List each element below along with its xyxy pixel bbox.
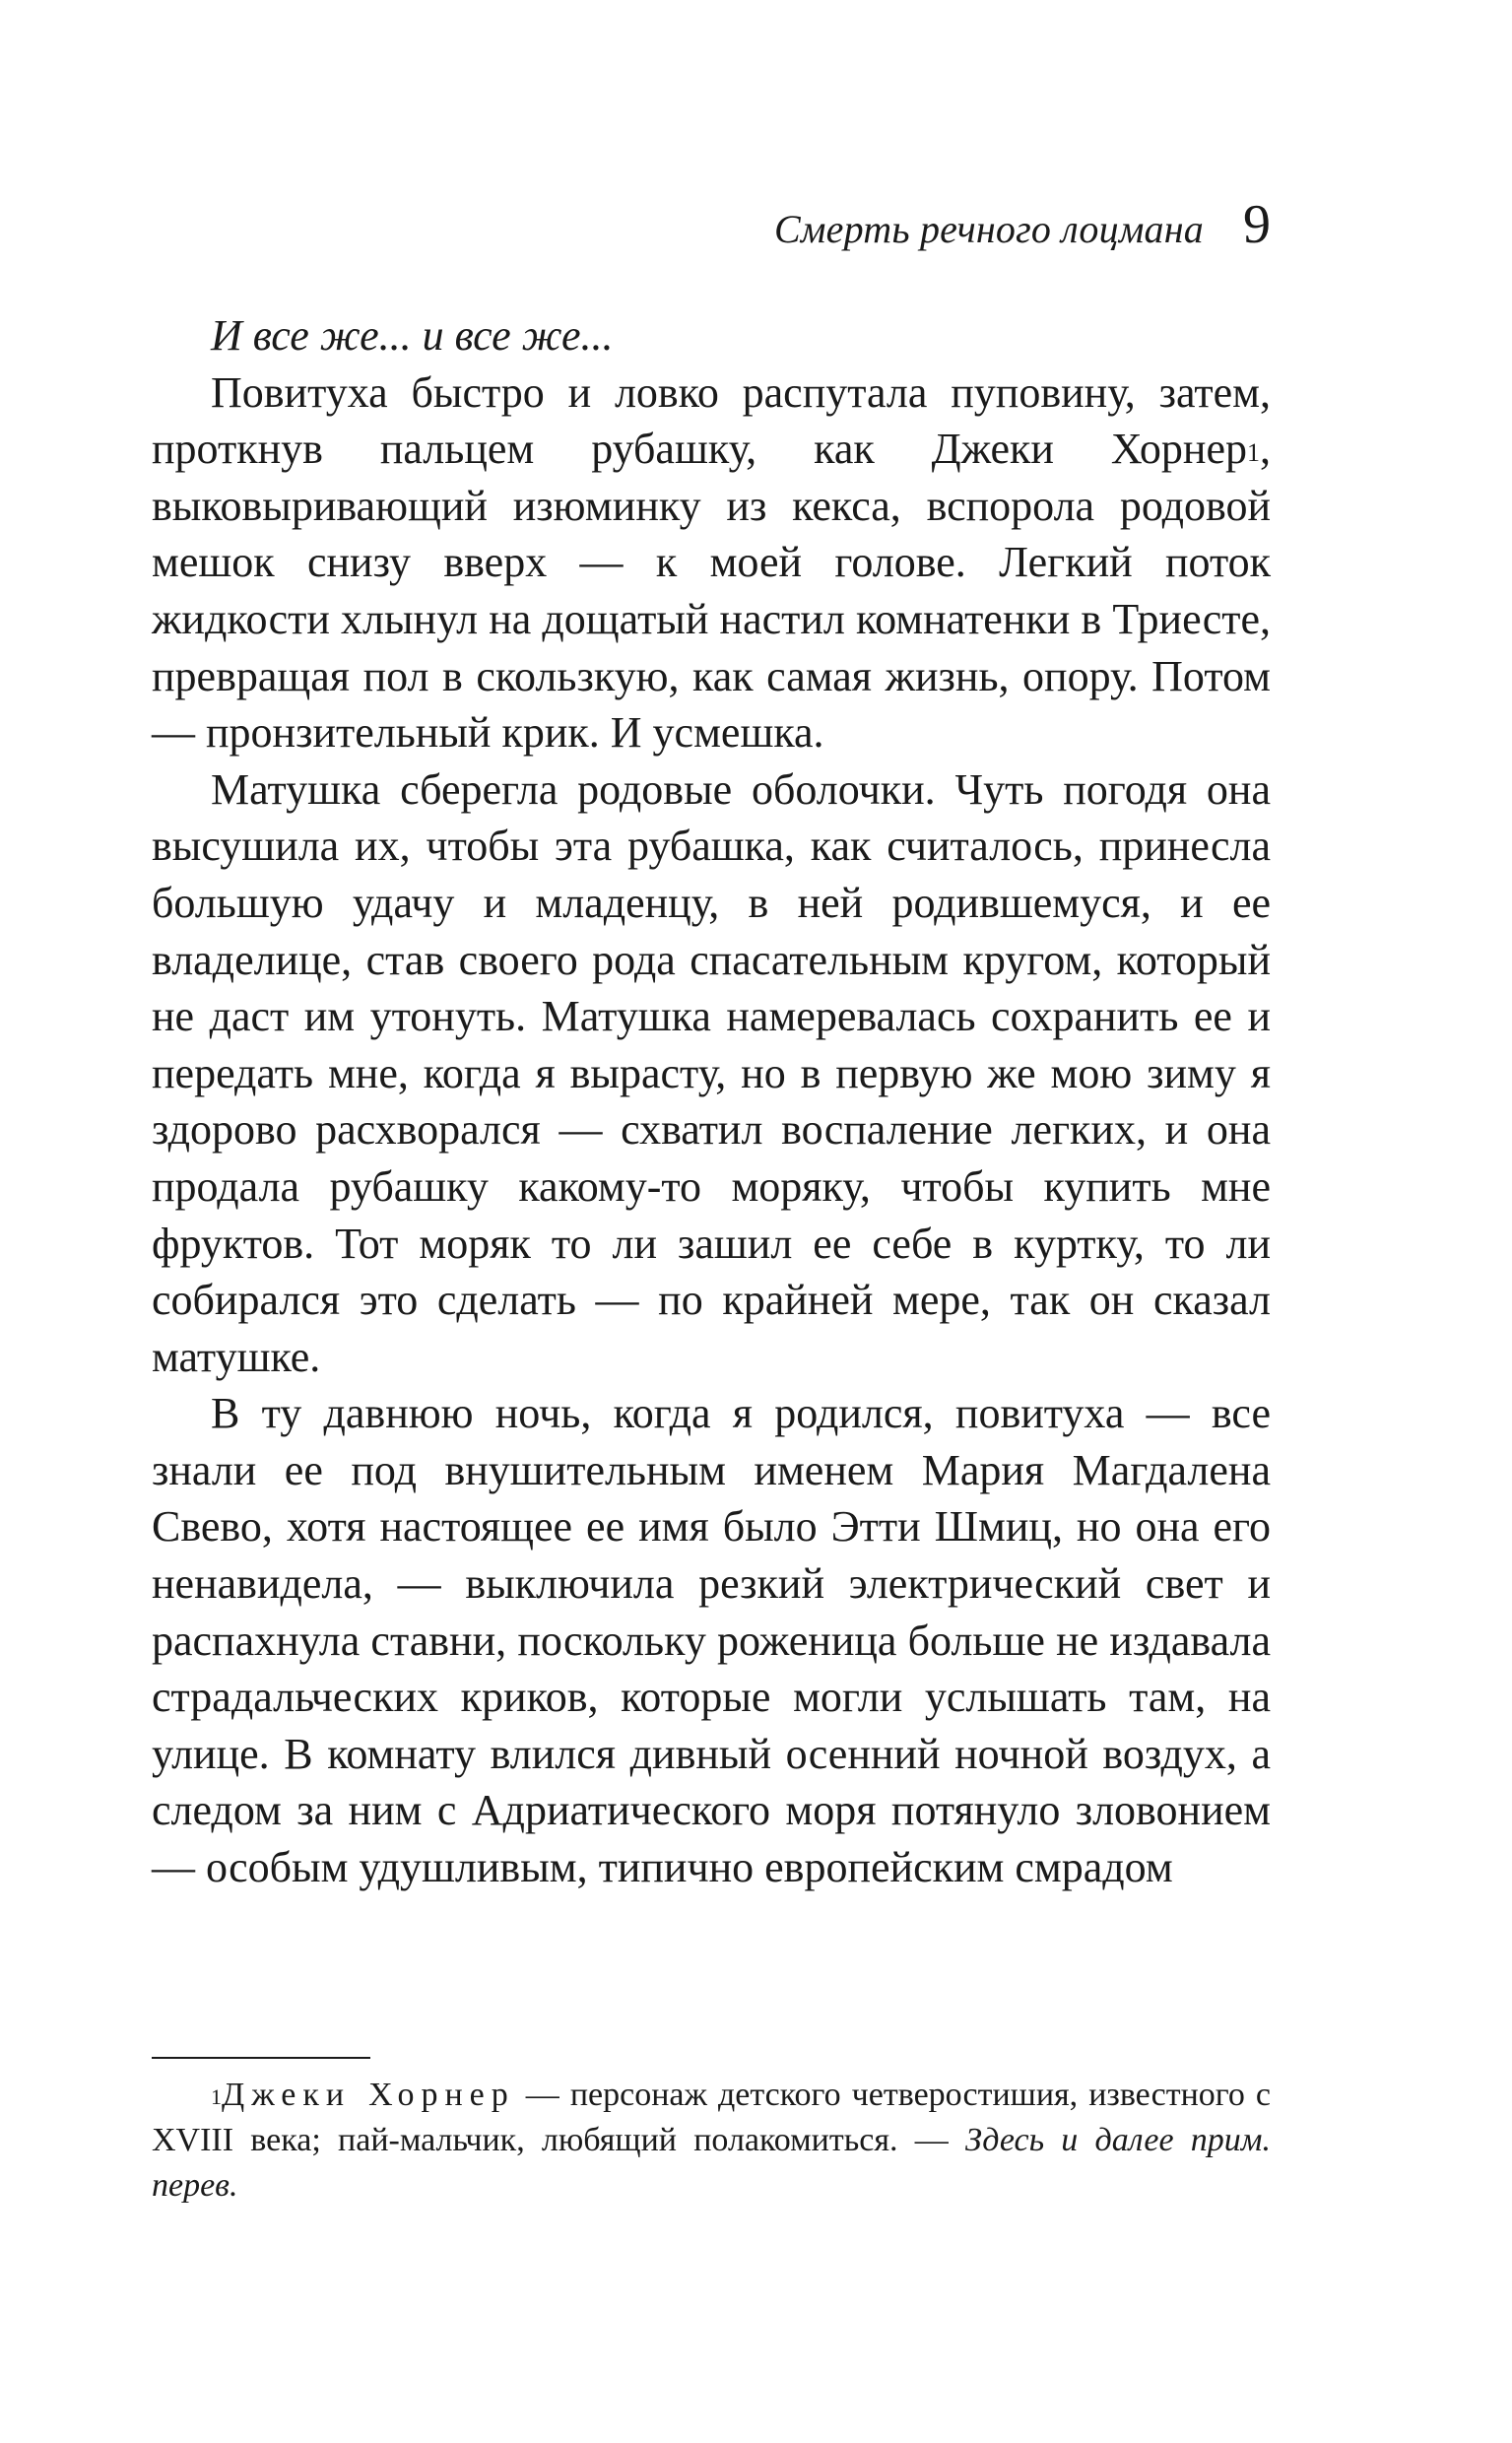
main-text	[152, 307, 1271, 1896]
footnote-divider	[152, 2057, 370, 2059]
footnote-text: — персонаж детского четверостишия, известного с XVIII века; пай-мальчик, любящий полакомиться. —	[152, 2077, 1271, 2158]
paragraph-2: Матушка сберегла родовые оболочки. Чуть погодя она высушила их, чтобы эта рубашка, как считалось, принесла большую удачу и младенцу, в ней родившемуся, и ее владелице, став своего рода спасательным кругом, который не даст им утонуть. Матушка намеревалась сохранить ее и передать мне, когда я вырасту, но в первую же мою зиму я здорово расхворался — схватил воспаление легких, и она продала рубашку какому-то моряку, чтобы купить мне фруктов. Тот моряк то ли зашил ее себе в куртку, то ли собирался это сделать — по крайней мере, так он сказал матушке.	[152, 764, 1271, 1381]
paragraph-1-start: Повитуха быстро и ловко распутала пуповину, затем, проткнув пальцем рубашку, как Джеки Хорнер	[152, 367, 1271, 474]
footnote-note: Здесь и далее прим. перев.	[152, 2122, 1271, 2204]
footnote-term: Джеки Хорнер	[222, 2077, 515, 2113]
paragraph-1	[152, 364, 1271, 761]
footnote-paragraph	[152, 2073, 1271, 2209]
paragraph-1-end: , выковыривающий изюминку из кекса, вспорола родовой мешок снизу вверх — к моей голове. Легкий поток жидкости хлынул на дощатый настил комнатенки в Триесте, превращая пол в скользкую, как самая жизнь, опору. Потом — пронзительный крик. И усмешка.	[152, 425, 1271, 758]
footnote-reference[interactable]: 1	[1247, 438, 1260, 468]
running-head	[152, 194, 1271, 266]
footnote	[152, 2073, 1271, 2209]
paragraph-3: В ту давнюю ночь, когда я родился, повитуха — все знали ее под внушительным именем Мария Магдалена Свево, хотя настоящее ее имя было Этти Шмиц, но она его ненавидела, — выключила резкий электрический свет и распахнула ставни, поскольку роженица больше не издавала страдальческих криков, которые могли услышать там, на улице. В комнату влился дивный осенний ночной воздух, а следом за ним с Адриатического моря потянуло зловонием — особым удушливым, типично европейским смрадом	[152, 1389, 1271, 1892]
footnote-mark: 1	[211, 2084, 222, 2109]
epigraph: И все же... и все же...	[211, 311, 614, 360]
page-number: 9	[1243, 194, 1271, 255]
running-title: Смерть речного лоцмана	[774, 207, 1204, 251]
